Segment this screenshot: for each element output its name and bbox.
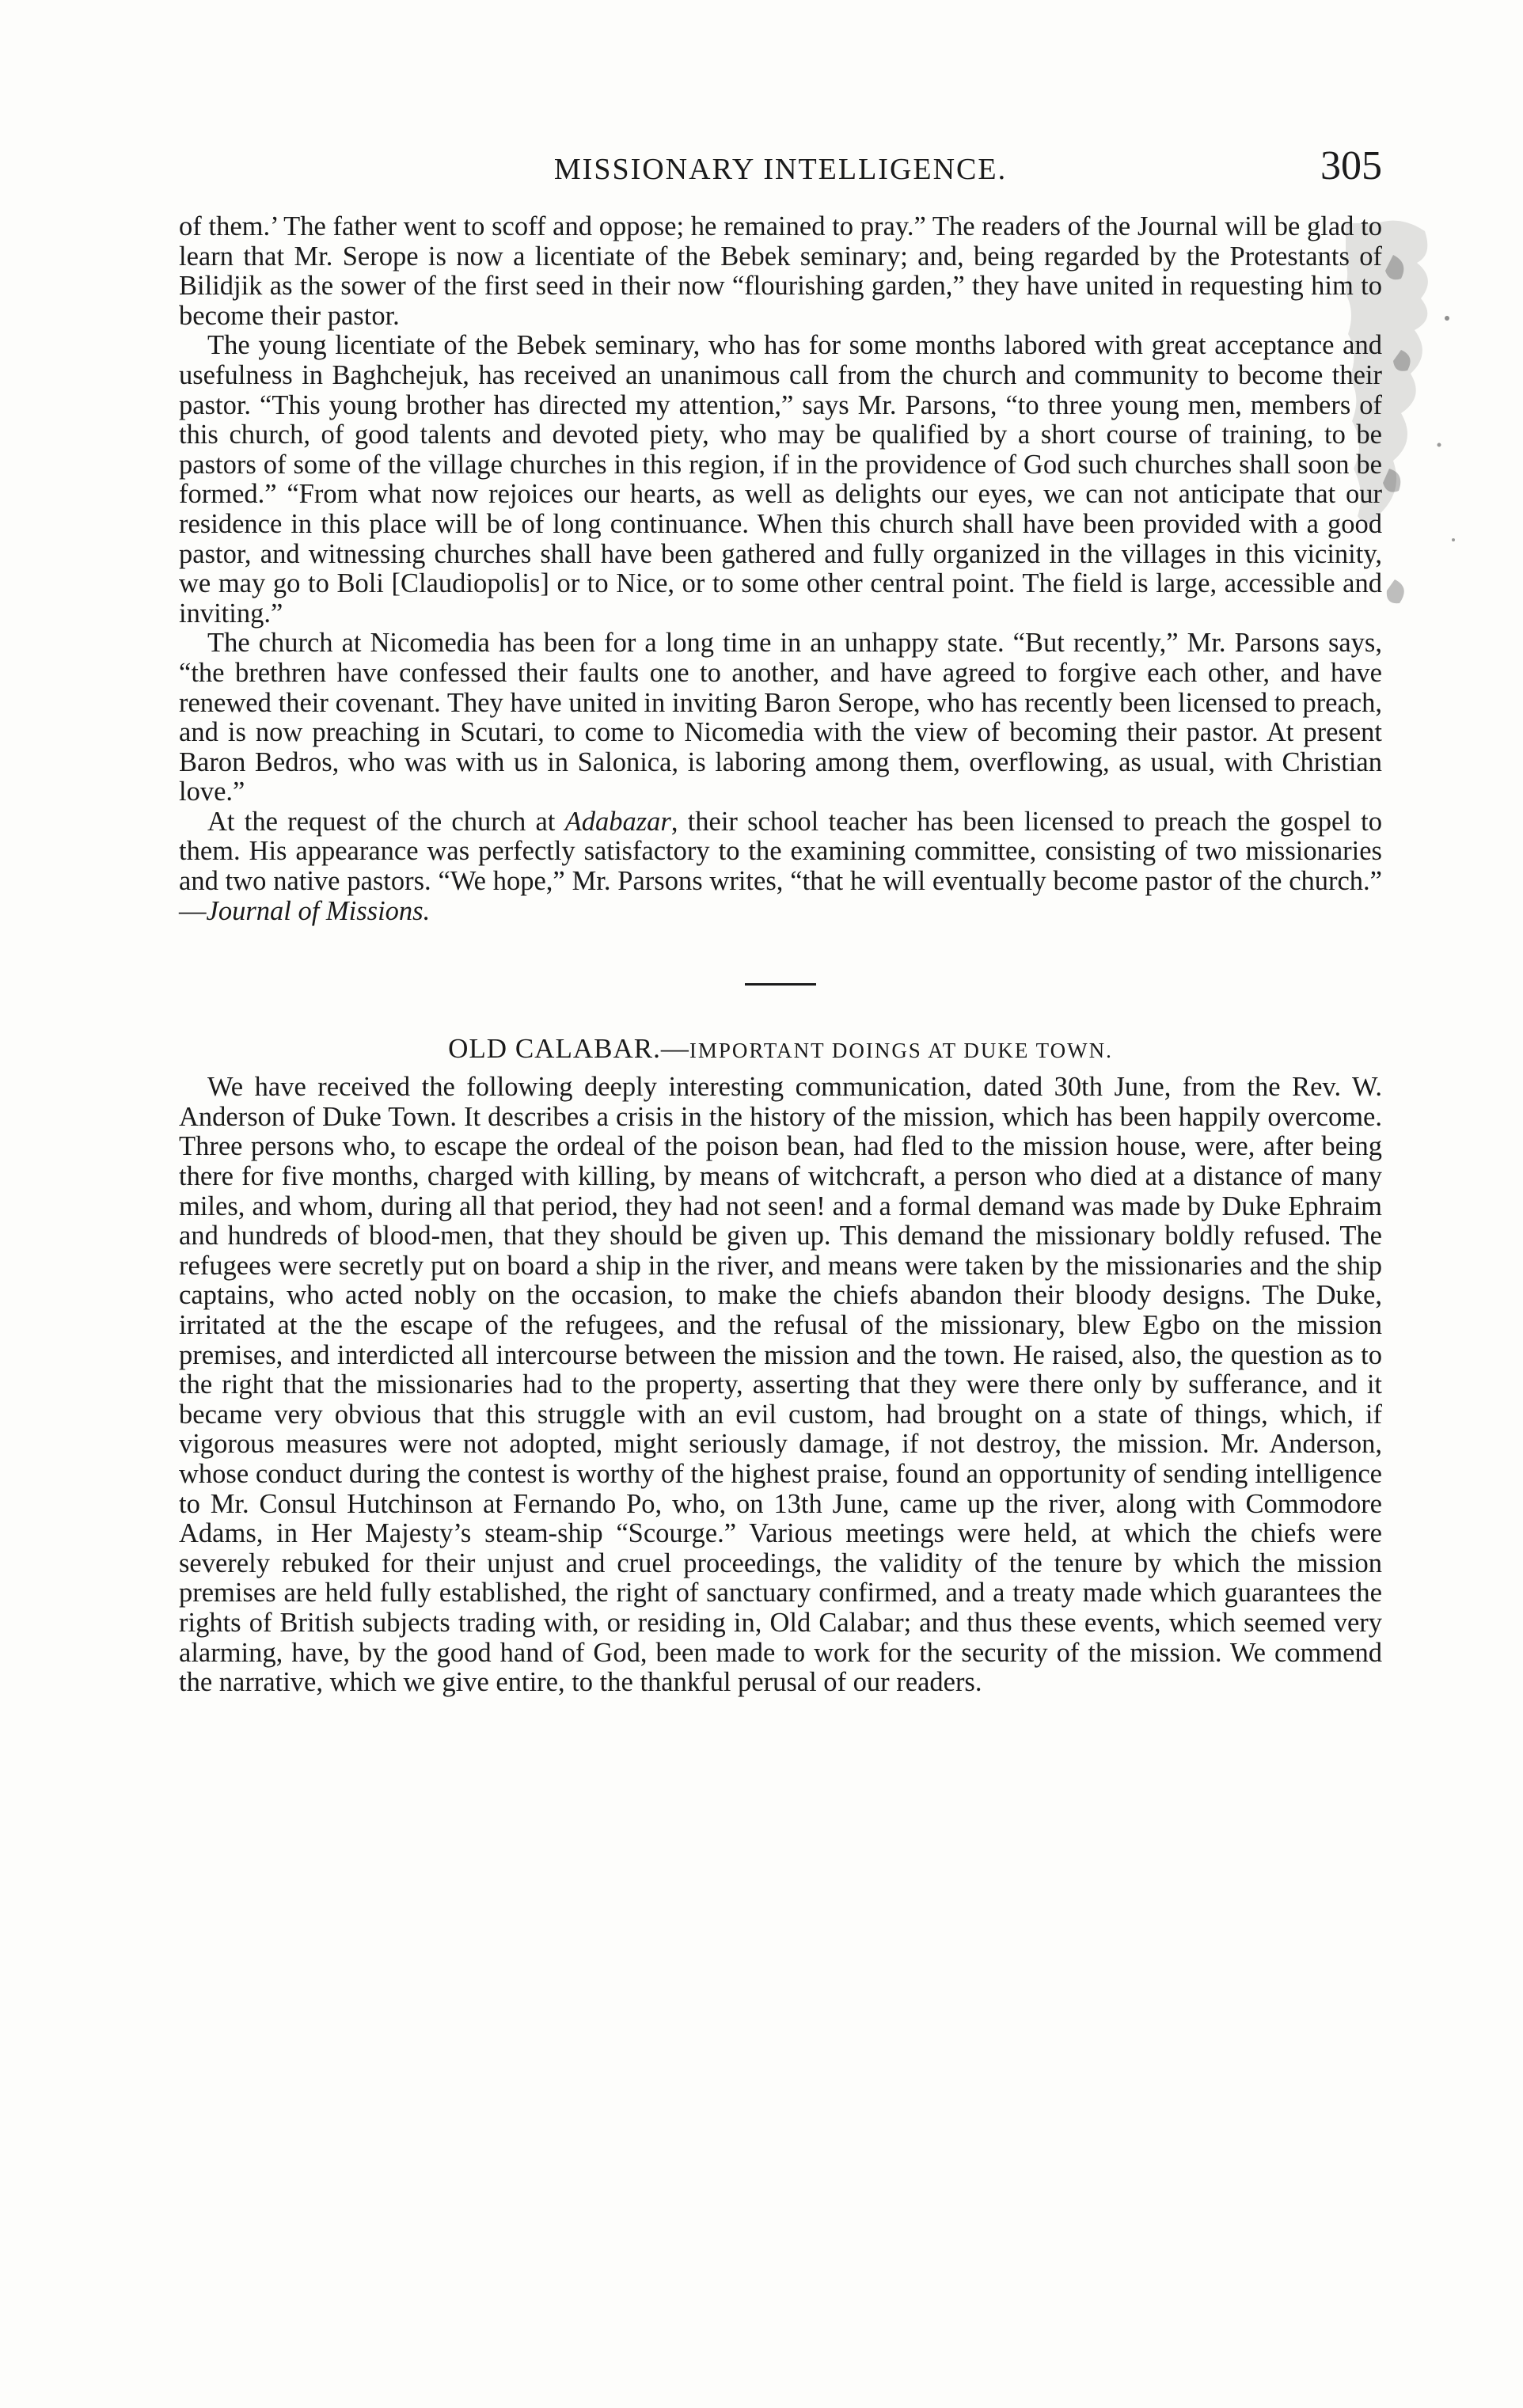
paragraph: We have received the following deeply interesting communication, dated 30th June, from the Rev. W. Anderson of Duke Town. It describes a crisis in the history of the mission, which has been happily overcome. Three persons who, to escape the ordeal of the poison bean, had fled to the mission house, were, after being there for five months, charged with killing, by means of witchcraft, a person who died at a distance of many miles, and whom, during all that period, they had not seen! and a formal demand was made by Duke Ephraim and hundreds of blood-men, that they should be given up. This demand the missionary boldly refused. The refugees were secretly put on board a ship in the river, and means were taken by the missionaries and the ship captains, who acted nobly on the occasion, to make the chiefs abandon their bloody designs. The Duke, irritated at the the escape of the refugees, and the refusal of the missionary, blew Egbo on the mission premises, and interdicted all intercourse between the mission and the town. He raised, also, the question as to the right that the missionaries had to the property, asserting that they were there only by sufferance, and it became very obvious that this struggle with an evil custom, had brought on a state of things, which, if vigorous measures were not adopted, might seriously damage, if not destroy, the mission. Mr. Anderson, whose conduct during the contest is worthy of the highest praise, found an opportunity of sending intelligence to Mr. Consul Hutchinson at Fernando Po, who, on 13th June, came up the river, along with Commodore Adams, in Her Majesty’s steam-ship “Scourge.” Various meetings were held, at which the chiefs were severely rebuked for their unjust and cruel proceedings, the validity of the tenure by which the mission premises are held fully established, the right of sanctuary confirmed, and a treaty made which guarantees the rights of British subjects trading with, or residing in, Old Calabar; and thus these events, which seemed very alarming, have, by the good hand of God, been made to work for the security of the mission. We commend the narrative, which we give entire, to the thankful perusal of our readers. [179, 1072, 1382, 1698]
section-divider [745, 983, 816, 986]
paragraph: The church at Nicomedia has been for a long time in an unhappy state. “But recently,” Mr. Parsons says, “the brethren have confessed their faults one to another, and have agreed to forgive each other, and have renewed their covenant. They have united in inviting Baron Serope, who has recently been licensed to preach, and is now preaching in Scutari, to come to Nicomedia with the view of becoming their pastor. At present Baron Bedros, who was with us in Salonica, is laboring among them, overflowing, as usual, with Christian love.” [179, 628, 1382, 807]
paragraph-text: At the request of the church at [207, 806, 565, 837]
section-heading-sub: IMPORTANT DOINGS AT DUKE TOWN. [689, 1039, 1113, 1063]
running-head [179, 142, 1382, 198]
section-heading [179, 1033, 1382, 1066]
paragraph: of them.’ The father went to scoff and oppose; he remained to pray.” The readers of the Journal will be glad to learn that Mr. Serope is now a licentiate of the Bebek seminary; and, being regarded by the Protestants of Bilidjik as the sower of the first seed in their now “flourishing garden,” they have united in requesting him to become their pastor. [179, 211, 1382, 331]
paragraph [179, 807, 1382, 926]
running-title: MISSIONARY INTELLIGENCE. [553, 153, 1008, 186]
page-number: 305 [1320, 143, 1382, 188]
paragraph-text: , their school teacher has been licensed to preach the gospel to them. His appearance was perfectly satisfactory to the examining committee, consisting of two missionaries and two native pastors. “We hope,” Mr. Parsons writes, “that he will eventually become pastor of the church.” — [179, 806, 1382, 926]
text-column [179, 212, 1382, 1698]
section-heading-main: OLD CALABAR.— [448, 1033, 689, 1065]
source-citation: Journal of Missions. [206, 895, 431, 926]
place-name: Adabazar [564, 806, 671, 837]
paragraph: The young licentiate of the Bebek seminary, who has for some months labored with great acceptance and usefulness in Baghchejuk, has received an unanimous call from the church and community to become their pastor. “This young brother has directed my attention,” says Mr. Parsons, “to three young men, members of this church, of good talents and devoted piety, who may be qualified by a short course of training, to be pastors of some of the village churches in this region, if in the providence of God such churches shall soon be formed.” “From what now rejoices our hearts, as well as delights our eyes, we can not anticipate that our residence in this place will be of long continuance. When this church shall have been provided with a good pastor, and witnessing churches shall have been gathered and fully organized in the villages in this vicinity, we may go to Boli [Claudiopolis] or to Nice, or to some other central point. The field is large, accessible and inviting.” [179, 330, 1382, 629]
